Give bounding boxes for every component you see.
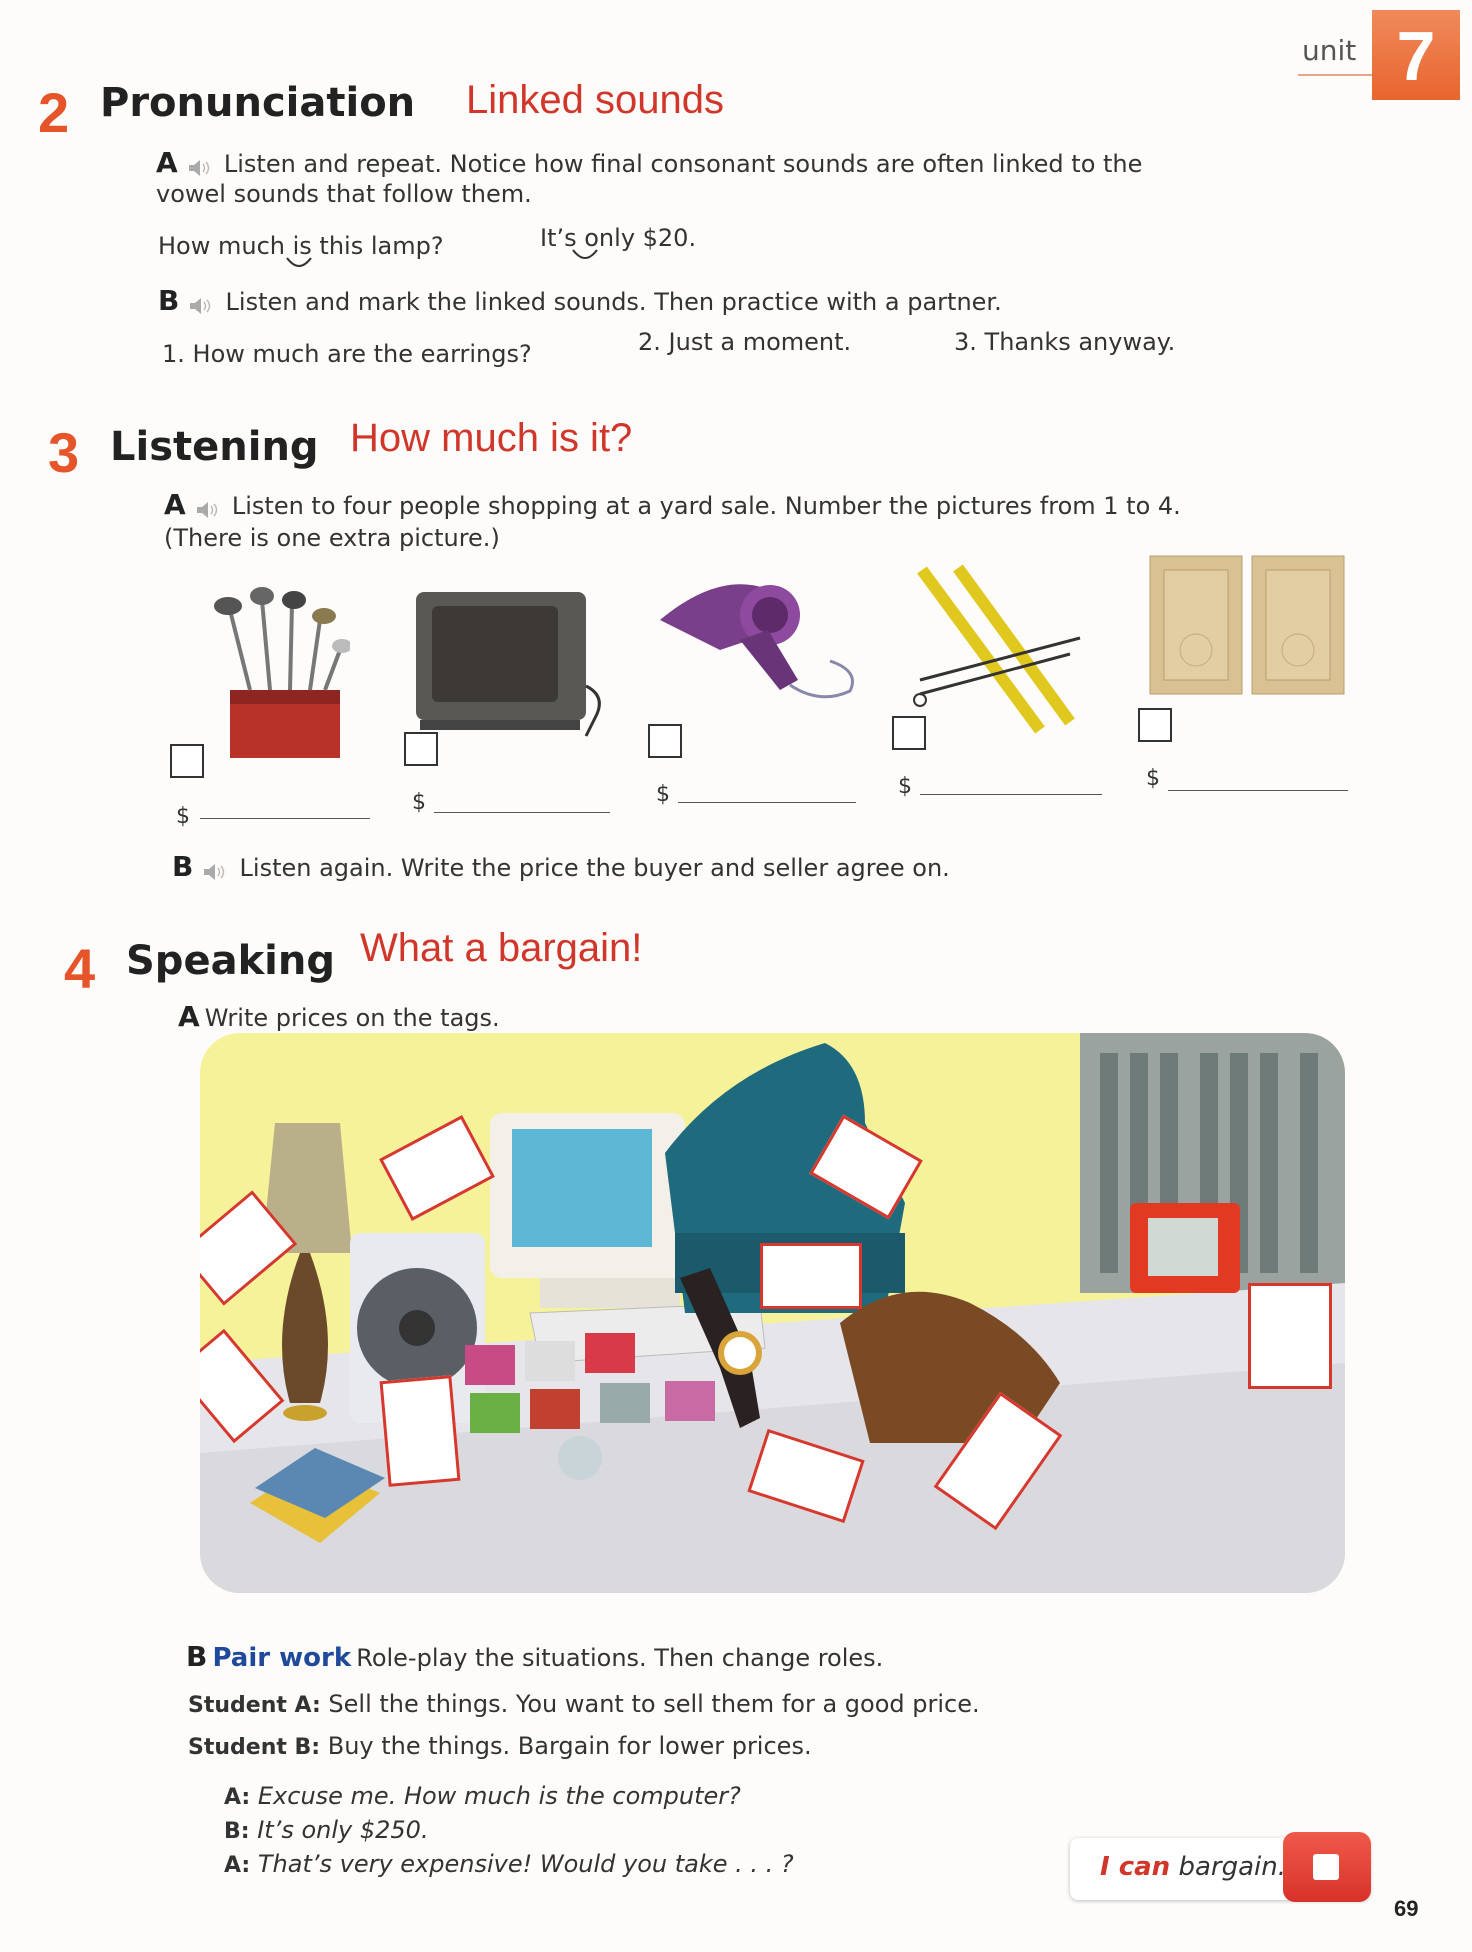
speaker-icon[interactable] bbox=[188, 297, 214, 315]
instruction-text-cont: vowel sounds that follow them. bbox=[156, 180, 532, 208]
television-picture bbox=[410, 586, 610, 746]
instruction-text: Listen and mark the linked sounds. Then practice with a partner. bbox=[225, 288, 1002, 316]
speaker-icon[interactable] bbox=[195, 501, 221, 519]
student-b-label: Student B: bbox=[188, 1735, 321, 1760]
i-can-text bbox=[1100, 1852, 1286, 1882]
instruction-text: Listen to four people shopping at a yard sale. Number the pictures from 1 to 4. bbox=[231, 492, 1181, 520]
picture-3-checkbox[interactable] bbox=[648, 724, 682, 758]
section-2-part-a bbox=[156, 146, 1142, 179]
dialog-speaker: B: bbox=[224, 1819, 250, 1844]
unit-number-badge: 7 bbox=[1372, 10, 1460, 100]
part-letter: B bbox=[186, 1640, 208, 1673]
dialog-line-3 bbox=[224, 1850, 794, 1878]
section-4-title: Speaking bbox=[126, 938, 335, 984]
part-letter: A bbox=[178, 1000, 200, 1033]
section-4-part-a bbox=[178, 1000, 500, 1033]
speaker-icon[interactable] bbox=[187, 159, 213, 177]
unit-divider bbox=[1298, 74, 1372, 76]
section-3-number: 3 bbox=[48, 421, 80, 484]
golf-clubs-picture bbox=[200, 580, 350, 760]
section-3-part-b bbox=[172, 850, 950, 883]
example-2: It’s only $20. bbox=[540, 224, 697, 252]
speakers-picture bbox=[1148, 550, 1348, 700]
section-3-title: Listening bbox=[110, 424, 319, 470]
practice-item-1: 1. How much are the earrings? bbox=[162, 340, 532, 368]
price-blank-4[interactable] bbox=[920, 794, 1102, 795]
dialog-text: That’s very expensive! Would you take . . . ? bbox=[257, 1850, 794, 1878]
picture-4-checkbox[interactable] bbox=[892, 716, 926, 750]
picture-1-checkbox[interactable] bbox=[170, 744, 204, 778]
dollar-sign: $ bbox=[656, 782, 670, 807]
section-2-subtitle: Linked sounds bbox=[466, 78, 724, 122]
dialog-speaker: A: bbox=[224, 1785, 251, 1810]
part-letter: A bbox=[164, 488, 186, 521]
section-3-subtitle: How much is it? bbox=[350, 416, 633, 460]
dollar-sign: $ bbox=[176, 804, 190, 829]
link-mark-icon bbox=[570, 248, 600, 264]
price-tag-keyboard[interactable] bbox=[760, 1243, 862, 1309]
hair-dryer-picture bbox=[650, 570, 860, 720]
speaker-icon[interactable] bbox=[202, 863, 228, 881]
yard-sale-photo bbox=[200, 1033, 1345, 1593]
instruction-text: Role-play the situations. Then change roles. bbox=[356, 1644, 884, 1672]
section-2-number: 2 bbox=[38, 81, 70, 144]
pair-work-label: Pair work bbox=[212, 1643, 352, 1673]
dollar-sign: $ bbox=[1146, 766, 1160, 791]
dialog-speaker: A: bbox=[224, 1853, 251, 1878]
practice-item-2: 2. Just a moment. bbox=[638, 328, 852, 356]
part-letter: A bbox=[156, 146, 178, 179]
section-2-part-b bbox=[158, 284, 1002, 317]
price-blank-2[interactable] bbox=[434, 812, 610, 813]
section-4-subtitle: What a bargain! bbox=[360, 926, 643, 970]
section-3-part-a bbox=[164, 488, 1181, 521]
i-can-bold: I can bbox=[1100, 1852, 1171, 1882]
instruction-text: Listen again. Write the price the buyer and seller agree on. bbox=[239, 854, 950, 882]
part-letter: B bbox=[172, 850, 194, 883]
student-a-line bbox=[188, 1690, 980, 1718]
yard-sale-scene bbox=[200, 1033, 1345, 1593]
instruction-text: Listen and repeat. Notice how final consonant sounds are often linked to the bbox=[223, 150, 1143, 178]
price-tag-tv[interactable] bbox=[1248, 1283, 1332, 1389]
checkbox-icon bbox=[1313, 1854, 1339, 1880]
price-tag-fan[interactable] bbox=[380, 1375, 461, 1487]
dialog-line-2 bbox=[224, 1816, 429, 1844]
dialog-text: It’s only $250. bbox=[257, 1816, 429, 1844]
page-number: 69 bbox=[1394, 1896, 1419, 1921]
instruction-text: Write prices on the tags. bbox=[204, 1004, 500, 1032]
i-can-checkbox[interactable] bbox=[1283, 1832, 1371, 1902]
section-2-title: Pronunciation bbox=[100, 80, 416, 126]
dialog-text: Excuse me. How much is the computer? bbox=[257, 1782, 741, 1810]
link-mark-icon bbox=[284, 256, 314, 272]
example-1: How much is this lamp? bbox=[158, 232, 444, 260]
student-a-label: Student A: bbox=[188, 1693, 321, 1718]
price-blank-5[interactable] bbox=[1168, 790, 1348, 791]
section-4-number: 4 bbox=[64, 937, 96, 1000]
student-b-text: Buy the things. Bargain for lower prices. bbox=[327, 1732, 812, 1760]
i-can-rest: bargain. bbox=[1178, 1852, 1286, 1882]
price-blank-3[interactable] bbox=[678, 802, 856, 803]
picture-2-checkbox[interactable] bbox=[404, 732, 438, 766]
skis-picture bbox=[900, 560, 1090, 740]
section-4-part-b bbox=[186, 1640, 883, 1673]
instruction-text-cont: (There is one extra picture.) bbox=[164, 524, 500, 552]
price-blank-1[interactable] bbox=[200, 818, 370, 819]
dollar-sign: $ bbox=[898, 774, 912, 799]
part-letter: B bbox=[158, 284, 180, 317]
dollar-sign: $ bbox=[412, 790, 426, 815]
picture-5-checkbox[interactable] bbox=[1138, 708, 1172, 742]
unit-label: unit bbox=[1302, 34, 1357, 67]
student-b-line bbox=[188, 1732, 812, 1760]
student-a-text: Sell the things. You want to sell them for a good price. bbox=[328, 1690, 980, 1718]
dialog-line-1 bbox=[224, 1782, 741, 1810]
practice-item-3: 3. Thanks anyway. bbox=[954, 328, 1176, 356]
